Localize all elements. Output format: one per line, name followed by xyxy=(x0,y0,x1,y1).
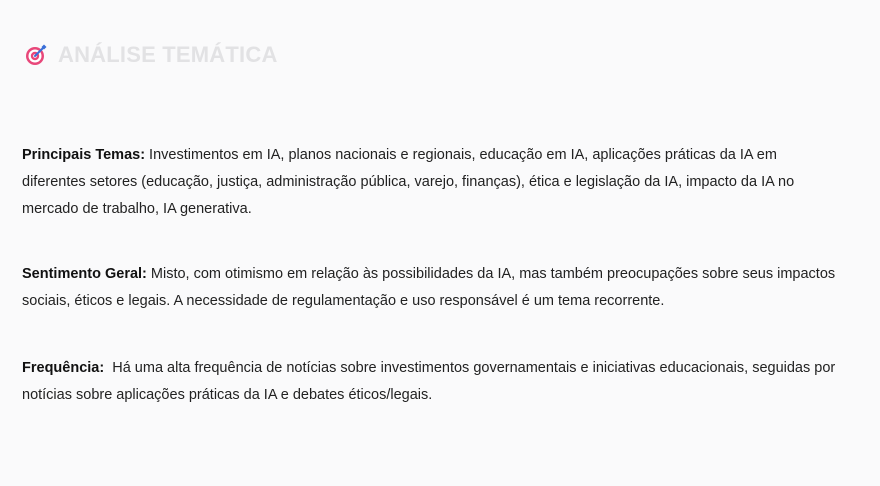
main-themes-paragraph xyxy=(22,142,842,223)
target-icon xyxy=(24,43,48,67)
frequency-paragraph xyxy=(22,355,842,409)
general-sentiment-text: Misto, com otimismo em relação às possibilidades da IA, mas também preocupações sobre seus impactos sociais, éticos e legais. A necessidade de regulamentação e uso responsável é um tema recorrente. xyxy=(22,266,836,309)
page-title: ANÁLISE TEMÁTICA xyxy=(58,42,278,67)
general-sentiment-paragraph xyxy=(22,261,842,315)
main-themes-label: Principais Temas: xyxy=(22,147,146,163)
frequency-label: Frequência: xyxy=(22,360,105,376)
general-sentiment-label: Sentimento Geral: xyxy=(22,266,147,282)
frequency-text: Há uma alta frequência de notícias sobre investimentos governamentais e iniciativas educacionais, seguidas por notícias sobre aplicações práticas da IA e debates éticos/legais. xyxy=(22,360,840,403)
section-header xyxy=(24,42,278,68)
main-themes-text: Investimentos em IA, planos nacionais e regionais, educação em IA, aplicações práticas da IA em diferentes setores (educação, justiça, administração pública, varejo, finanças), ética e legislação da IA, impacto da IA no mercado de trabalho, IA generativa. xyxy=(22,147,795,217)
